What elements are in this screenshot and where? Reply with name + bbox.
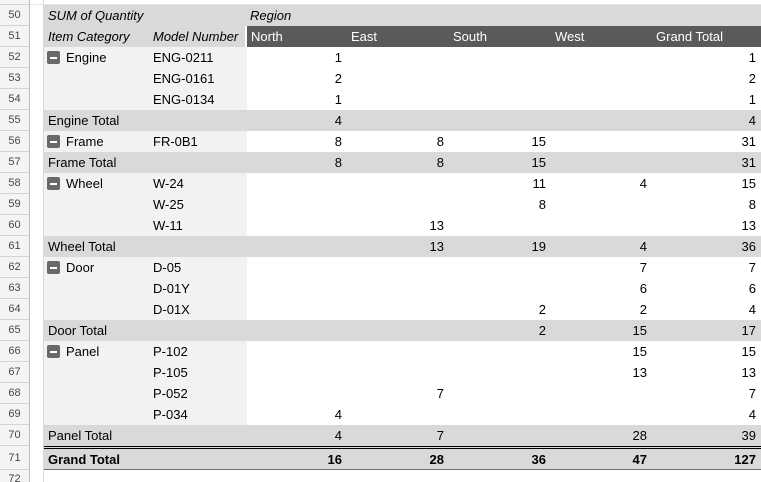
gt-value-cell[interactable]: 4 xyxy=(748,302,756,317)
south-value-cell[interactable] xyxy=(449,341,551,362)
gt-value-cell[interactable]: 2 xyxy=(748,71,756,86)
west-value-cell[interactable] xyxy=(551,47,652,68)
item-category-cell[interactable] xyxy=(44,215,150,236)
pivot-row xyxy=(44,257,761,278)
east-value-cell[interactable]: 8 xyxy=(436,155,444,170)
south-value-cell[interactable]: 36 xyxy=(531,451,546,467)
pivot-body xyxy=(44,47,761,482)
south-value-cell[interactable]: 15 xyxy=(531,134,546,149)
south-value-cell[interactable] xyxy=(449,278,551,299)
south-value-cell[interactable] xyxy=(449,404,551,425)
gt-value-cell[interactable]: 4 xyxy=(748,407,756,422)
west-value-cell[interactable]: 47 xyxy=(632,451,647,467)
row-header[interactable]: 62 xyxy=(0,257,29,278)
model-number-cell[interactable]: ENG-0134 xyxy=(150,89,247,110)
west-value-cell[interactable]: 2 xyxy=(639,302,647,317)
item-category-cell[interactable] xyxy=(44,383,150,404)
gt-value-cell[interactable]: 13 xyxy=(741,218,756,233)
north-value-cell[interactable] xyxy=(247,278,347,299)
pivot-table xyxy=(44,5,761,482)
header-west[interactable]: West xyxy=(551,26,652,47)
subtotal-label-cell[interactable]: Wheel Total xyxy=(48,239,116,254)
model-number-cell[interactable]: P-052 xyxy=(150,383,247,404)
north-value-cell[interactable]: 4 xyxy=(334,428,342,443)
row-header[interactable]: 57 xyxy=(0,152,29,173)
header-north[interactable]: North xyxy=(247,26,347,47)
north-value-cell[interactable]: 8 xyxy=(334,134,342,149)
model-number-cell[interactable]: P-102 xyxy=(150,341,247,362)
item-category-label: Door xyxy=(66,260,95,275)
pivot-row xyxy=(44,278,761,299)
model-number-cell[interactable]: W-24 xyxy=(150,173,247,194)
row-header[interactable]: 52 xyxy=(0,47,29,68)
item-category-cell[interactable] xyxy=(44,299,150,320)
gt-value-cell[interactable]: 1 xyxy=(748,50,756,65)
subtotal-row xyxy=(44,236,761,257)
pivot-row xyxy=(44,299,761,320)
east-value-cell[interactable] xyxy=(347,68,449,89)
east-value-cell[interactable] xyxy=(347,362,449,383)
row-header[interactable]: 58 xyxy=(0,173,29,194)
pivot-row xyxy=(44,131,761,152)
item-category-cell[interactable] xyxy=(44,404,150,425)
pivot-row xyxy=(44,89,761,110)
item-category-cell[interactable] xyxy=(44,341,150,362)
item-category-cell[interactable] xyxy=(44,68,150,89)
south-value-cell[interactable]: 2 xyxy=(538,302,546,317)
row-header[interactable]: 56 xyxy=(0,131,29,152)
north-value-cell[interactable]: 2 xyxy=(334,71,342,86)
row-header[interactable]: 72 xyxy=(8,473,21,482)
west-value-cell[interactable] xyxy=(551,152,652,173)
row-header[interactable]: 70 xyxy=(0,425,29,446)
pivot-row xyxy=(44,404,761,425)
east-value-cell[interactable] xyxy=(347,278,449,299)
subtotal-row xyxy=(44,110,761,131)
east-value-cell[interactable]: 7 xyxy=(436,428,444,443)
pivot-row xyxy=(44,194,761,215)
pivot-row xyxy=(44,383,761,404)
model-number-cell[interactable]: P-034 xyxy=(150,404,247,425)
south-value-cell[interactable] xyxy=(449,110,551,131)
east-value-cell[interactable] xyxy=(347,320,449,341)
gt-value-cell[interactable]: 7 xyxy=(748,260,756,275)
header-south[interactable]: South xyxy=(449,26,551,47)
pivot-title-cell[interactable]: SUM of Quantity xyxy=(44,5,247,26)
item-category-cell[interactable] xyxy=(44,131,150,152)
pivot-row xyxy=(44,173,761,194)
south-value-cell[interactable]: 19 xyxy=(531,239,546,254)
north-value-cell[interactable]: 1 xyxy=(334,50,342,65)
west-value-cell[interactable]: 13 xyxy=(632,365,647,380)
east-value-cell[interactable]: 28 xyxy=(429,451,444,467)
item-category-cell[interactable] xyxy=(44,194,150,215)
north-value-cell[interactable] xyxy=(247,341,347,362)
row-header[interactable]: 63 xyxy=(0,278,29,299)
west-value-cell[interactable] xyxy=(551,215,652,236)
gt-value-cell[interactable]: 4 xyxy=(748,113,756,128)
minus-icon xyxy=(50,351,57,353)
east-value-cell[interactable] xyxy=(347,194,449,215)
row-header[interactable]: 61 xyxy=(0,236,29,257)
collapse-group-button[interactable] xyxy=(47,177,60,190)
west-value-cell[interactable]: 7 xyxy=(639,260,647,275)
gt-value-cell[interactable]: 31 xyxy=(741,155,756,170)
model-number-cell[interactable]: D-01X xyxy=(150,299,247,320)
south-value-cell[interactable] xyxy=(449,257,551,278)
north-value-cell[interactable] xyxy=(247,299,347,320)
item-category-label: Frame xyxy=(66,134,104,149)
region-label-cell[interactable]: Region xyxy=(247,5,761,26)
collapse-group-button[interactable] xyxy=(47,51,60,64)
pivot-row xyxy=(44,47,761,68)
south-value-cell[interactable]: 15 xyxy=(531,155,546,170)
pivot-row xyxy=(44,341,761,362)
east-value-cell[interactable]: 13 xyxy=(429,239,444,254)
minus-icon xyxy=(50,267,57,269)
row-header[interactable]: 60 xyxy=(0,215,29,236)
west-value-cell[interactable] xyxy=(551,131,652,152)
east-value-cell[interactable]: 8 xyxy=(436,134,444,149)
row-header[interactable]: 66 xyxy=(0,341,29,362)
pivot-row xyxy=(44,215,761,236)
collapse-group-button[interactable] xyxy=(47,261,60,274)
west-value-cell[interactable]: 6 xyxy=(639,281,647,296)
south-value-cell[interactable]: 11 xyxy=(532,176,546,191)
pivot-header-row xyxy=(44,26,761,47)
collapse-group-button[interactable] xyxy=(47,135,60,148)
item-category-label: Engine xyxy=(66,50,107,65)
north-value-cell[interactable]: 16 xyxy=(327,451,342,467)
east-value-cell[interactable] xyxy=(347,257,449,278)
west-value-cell[interactable] xyxy=(551,110,652,131)
item-category-cell[interactable] xyxy=(44,278,150,299)
gt-value-cell[interactable]: 17 xyxy=(741,323,756,338)
west-value-cell[interactable]: 4 xyxy=(639,239,647,254)
item-category-cell[interactable] xyxy=(44,257,150,278)
east-value-cell[interactable] xyxy=(347,110,449,131)
model-number-cell[interactable]: ENG-0211 xyxy=(150,47,247,68)
south-value-cell[interactable] xyxy=(449,47,551,68)
east-value-cell[interactable] xyxy=(347,404,449,425)
header-item-category[interactable]: Item Category xyxy=(44,26,150,47)
gt-value-cell[interactable]: 8 xyxy=(748,197,756,212)
grand-total-row xyxy=(44,446,761,470)
gt-value-cell[interactable]: 39 xyxy=(741,428,756,443)
gt-value-cell[interactable]: 7 xyxy=(748,386,756,401)
item-category-cell[interactable] xyxy=(44,362,150,383)
model-number-cell[interactable]: D-01Y xyxy=(150,278,247,299)
item-category-label: Wheel xyxy=(66,176,103,191)
north-value-cell[interactable] xyxy=(247,215,347,236)
gt-value-cell[interactable]: 15 xyxy=(741,344,756,359)
south-value-cell[interactable]: 8 xyxy=(538,197,546,212)
header-model-number[interactable]: Model Number xyxy=(150,26,247,47)
south-value-cell[interactable] xyxy=(449,383,551,404)
east-value-cell[interactable]: 7 xyxy=(436,386,444,401)
column-a-spacer[interactable] xyxy=(30,0,44,482)
row-header[interactable]: 64 xyxy=(0,299,29,320)
north-value-cell[interactable]: 8 xyxy=(334,155,342,170)
north-value-cell[interactable] xyxy=(247,257,347,278)
south-value-cell[interactable]: 2 xyxy=(538,323,546,338)
north-value-cell[interactable]: 1 xyxy=(334,92,342,107)
gt-value-cell[interactable]: 6 xyxy=(748,281,756,296)
row-header[interactable]: 69 xyxy=(0,404,29,425)
east-value-cell[interactable] xyxy=(347,341,449,362)
subtotal-row xyxy=(44,425,761,446)
subtotal-label-cell[interactable]: Frame Total xyxy=(48,155,117,170)
model-number-cell[interactable]: W-11 xyxy=(150,215,247,236)
row-header[interactable]: 59 xyxy=(0,194,29,215)
model-number-cell[interactable]: D-05 xyxy=(150,257,247,278)
gt-value-cell[interactable]: 15 xyxy=(741,176,756,191)
row-header[interactable]: 50 xyxy=(0,5,29,26)
west-value-cell[interactable]: 28 xyxy=(632,428,647,443)
west-value-cell[interactable] xyxy=(551,383,652,404)
north-value-cell[interactable]: 4 xyxy=(334,407,342,422)
row-header[interactable]: 53 xyxy=(0,68,29,89)
minus-icon xyxy=(50,141,57,143)
row-number-gutter xyxy=(0,0,30,482)
gt-value-cell[interactable]: 31 xyxy=(741,134,756,149)
header-grand-total[interactable]: Grand Total xyxy=(652,26,761,47)
east-value-cell[interactable] xyxy=(347,173,449,194)
subtotal-label-cell[interactable]: Door Total xyxy=(48,323,108,338)
west-value-cell[interactable] xyxy=(551,68,652,89)
gt-value-cell[interactable]: 13 xyxy=(741,365,756,380)
pivot-row xyxy=(44,68,761,89)
item-category-cell[interactable] xyxy=(44,89,150,110)
gt-value-cell[interactable]: 127 xyxy=(734,451,756,467)
south-value-cell[interactable] xyxy=(449,89,551,110)
row-header[interactable]: 51 xyxy=(0,26,29,47)
item-category-label: Panel xyxy=(66,344,100,359)
east-value-cell[interactable] xyxy=(347,47,449,68)
model-number-cell[interactable]: FR-0B1 xyxy=(150,131,247,152)
gt-value-cell[interactable]: 36 xyxy=(741,239,756,254)
east-value-cell[interactable]: 13 xyxy=(429,218,444,233)
row-header[interactable]: 68 xyxy=(0,383,29,404)
north-value-cell[interactable] xyxy=(247,383,347,404)
subtotal-row xyxy=(44,152,761,173)
south-value-cell[interactable] xyxy=(449,425,551,446)
east-value-cell[interactable] xyxy=(347,89,449,110)
pivot-title-row xyxy=(44,5,761,26)
west-value-cell[interactable]: 15 xyxy=(632,344,647,359)
north-value-cell[interactable] xyxy=(247,362,347,383)
west-value-cell[interactable] xyxy=(551,404,652,425)
gt-value-cell[interactable]: 1 xyxy=(748,92,756,107)
model-number-cell[interactable]: ENG-0161 xyxy=(150,68,247,89)
south-value-cell[interactable] xyxy=(449,68,551,89)
item-category-cell[interactable] xyxy=(44,47,150,68)
minus-icon xyxy=(50,57,57,59)
subtotal-label-cell[interactable]: Panel Total xyxy=(48,428,113,443)
model-number-cell[interactable]: W-25 xyxy=(150,194,247,215)
minus-icon xyxy=(50,183,57,185)
subtotal-label-cell[interactable]: Engine Total xyxy=(48,113,120,128)
west-value-cell[interactable]: 4 xyxy=(639,176,647,191)
row-header[interactable]: 54 xyxy=(0,89,29,110)
south-value-cell[interactable] xyxy=(449,362,551,383)
north-value-cell[interactable] xyxy=(247,173,347,194)
row-header[interactable]: 67 xyxy=(0,362,29,383)
empty-row xyxy=(44,470,761,482)
row-header[interactable]: 55 xyxy=(0,110,29,131)
north-value-cell[interactable] xyxy=(247,194,347,215)
grand-total-label-cell[interactable]: Grand Total xyxy=(48,451,120,467)
model-number-cell[interactable]: P-105 xyxy=(150,362,247,383)
row-header[interactable]: 71 xyxy=(0,446,29,470)
north-value-cell[interactable]: 4 xyxy=(334,113,342,128)
south-value-cell[interactable] xyxy=(449,215,551,236)
north-value-cell[interactable] xyxy=(247,320,347,341)
west-value-cell[interactable]: 15 xyxy=(632,323,647,338)
item-category-cell[interactable] xyxy=(44,173,150,194)
east-value-cell[interactable] xyxy=(347,299,449,320)
subtotal-row xyxy=(44,320,761,341)
west-value-cell[interactable] xyxy=(551,194,652,215)
pivot-row xyxy=(44,362,761,383)
row-header[interactable]: 65 xyxy=(0,320,29,341)
west-value-cell[interactable] xyxy=(551,89,652,110)
header-east[interactable]: East xyxy=(347,26,449,47)
collapse-group-button[interactable] xyxy=(47,345,60,358)
north-value-cell[interactable] xyxy=(247,236,347,257)
